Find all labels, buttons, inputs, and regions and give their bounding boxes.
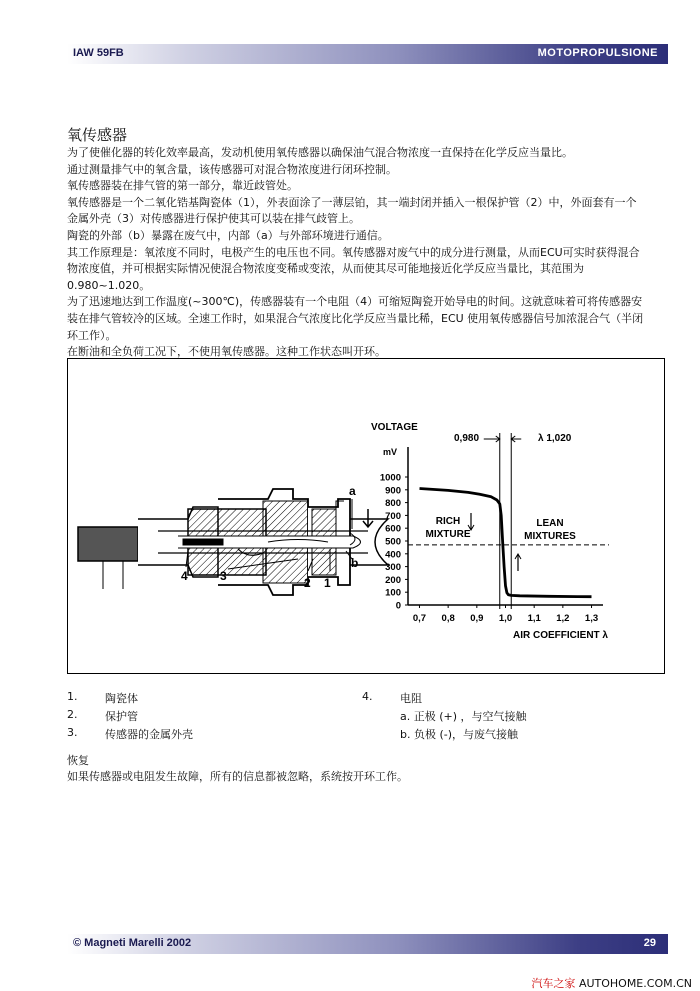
paragraph: 为了使催化器的转化效率最高，发动机使用氧传感器以确保油气混合物浓度一直保持在化学反应当量比。 <box>67 146 573 159</box>
figure-svg <box>68 359 663 672</box>
legend-num: 2. <box>67 708 78 721</box>
callout-b: b <box>351 556 359 570</box>
marker-label-0980: 0,980 <box>454 433 480 444</box>
callout-a: a <box>349 484 356 498</box>
y-axis-unit: mV <box>383 447 398 457</box>
y-tick-label: 100 <box>385 587 401 599</box>
y-axis-label: VOLTAGE <box>371 422 418 433</box>
legend-text: 电阻 <box>400 692 422 705</box>
paragraph: 其工作原理是：氧浓度不同时，电极产生的电压也不同。氧传感器对废气中的成分进行测量，从而ECU可实时获得混合物浓度值，并可根据实际情况使混合物浓度变稀或变浓，从而使其尽可能地接近化学反应当量比，其范围为0.980~1.020。 <box>67 245 640 292</box>
x-axis-label: AIR COEFFICIENT λ <box>512 630 608 641</box>
legend-num: 3. <box>67 726 78 739</box>
recovery-title: 恢复 <box>67 754 89 767</box>
legend-num: 1. <box>67 690 78 703</box>
y-tick-label: 400 <box>385 549 401 561</box>
callout-2: 2 <box>304 576 311 590</box>
y-tick-label: 1000 <box>379 472 401 484</box>
x-tick-label: 1,2 <box>556 613 570 624</box>
y-tick-label: 900 <box>385 485 401 497</box>
sensor-drawing <box>78 489 388 595</box>
legend-subtext: b. 负极 (-)，与废气接触 <box>400 728 519 741</box>
section-body <box>67 145 647 361</box>
x-tick-label: 0,9 <box>470 613 484 624</box>
rich-label-2: MIXTURE <box>425 529 471 540</box>
watermark-site: AUTOHOME.COM.CN <box>578 977 692 990</box>
legend-text: 陶瓷体 <box>105 692 138 705</box>
y-tick-label: 0 <box>395 600 401 612</box>
voltage-chart <box>371 422 609 641</box>
paragraph: 为了迅速地达到工作温度(~300℃)，传感器装有一个电阻（4）可缩短陶瓷开始导电的时间。这就意味着可将传感器安装在排气管较冷的区域。全速工作时，如果混合气浓度比化学反应当量比稀，ECU 使用氧传感器信号加浓混合气（半闭环工作）。 <box>67 295 644 342</box>
paragraph: 氧传感器装在排气管的第一部分，靠近歧管处。 <box>67 179 298 193</box>
voltage-curve <box>420 489 592 597</box>
x-tick-label: 1,3 <box>584 613 599 624</box>
y-tick-label: 300 <box>385 562 401 574</box>
page-number: 29 <box>643 937 656 949</box>
callout-4: 4 <box>181 569 188 583</box>
header-model: IAW 59FB <box>73 47 124 59</box>
legend-text: 保护管 <box>105 710 138 723</box>
watermark-brand: 汽车之家 <box>531 977 576 990</box>
rich-label: RICH <box>435 516 461 527</box>
watermark <box>531 975 692 991</box>
y-tick-label: 700 <box>385 510 401 522</box>
x-tick-label: 1,0 <box>498 613 513 624</box>
callout-1: 1 <box>324 576 331 590</box>
legend-num: 4. <box>362 690 373 703</box>
y-tick-label: 800 <box>385 498 401 510</box>
section-title: 氧传感器 <box>67 126 128 144</box>
header-section: MOTOPROPULSIONE <box>537 47 658 59</box>
y-tick-label: 500 <box>385 536 401 548</box>
marker-label-1020: λ 1,020 <box>538 433 572 444</box>
y-tick-label: 200 <box>385 574 401 586</box>
callout-3: 3 <box>220 569 227 583</box>
y-tick-label: 600 <box>385 523 401 535</box>
figure-frame <box>67 358 665 674</box>
recovery-text: 如果传感器或电阻发生故障，所有的信息都被忽略，系统按开环工作。 <box>67 770 408 783</box>
x-tick-label: 0,7 <box>412 613 427 624</box>
lean-label: LEAN <box>536 518 564 529</box>
x-tick-label: 1,1 <box>527 613 541 624</box>
footer-copyright: © Magneti Marelli 2002 <box>73 937 192 949</box>
paragraph: 陶瓷的外部（b）暴露在废气中，内部（a）与外部环境进行通信。 <box>67 228 389 242</box>
paragraph: 在断油和全负荷工况下，不使用氧传感器。这种工作状态叫开环。 <box>67 345 386 359</box>
footer-band <box>67 934 668 954</box>
header-band <box>67 44 668 64</box>
paragraph: 氧传感器是一个二氧化锆基陶瓷体（1），外表面涂了一薄层铂，其一端封闭并插入一根保护管（2）中，外面套有一个金属外壳（3）对传感器进行保护使其可以装在排气歧管上。 <box>67 195 637 226</box>
legend-text: 传感器的金属外壳 <box>105 728 193 741</box>
paragraph: 通过测量排气中的氧含量，该传感器可对混合物浓度进行闭环控制。 <box>67 162 397 176</box>
x-tick-label: 0,8 <box>441 613 455 624</box>
lean-label-2: MIXTURES <box>524 531 576 542</box>
legend-subtext: a. 正极 (+) ，与空气接触 <box>400 710 527 723</box>
